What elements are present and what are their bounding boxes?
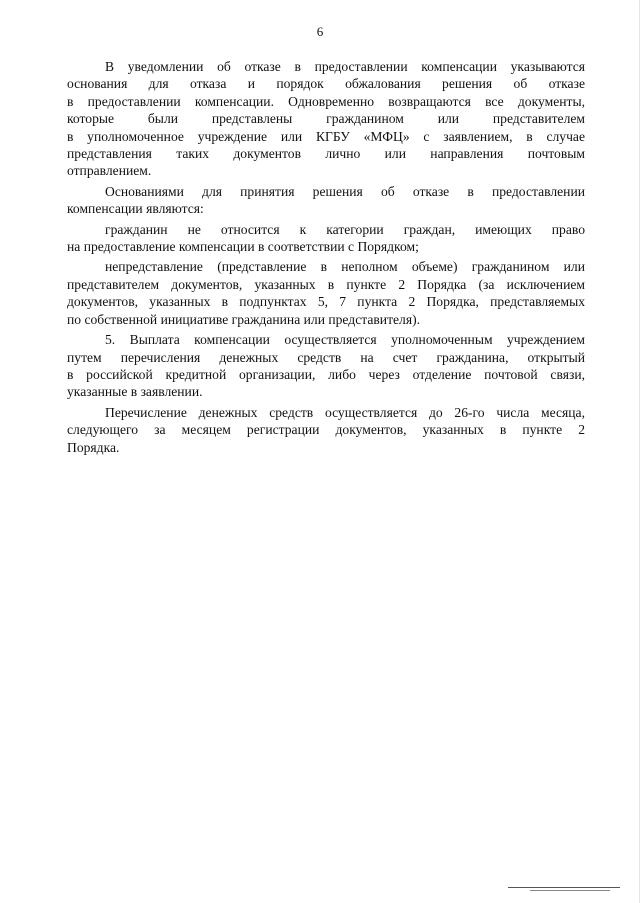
text-line: основания для отказа и порядок обжалования решения об отказе (67, 76, 585, 92)
text-line: указанные в заявлении. (67, 384, 203, 400)
document-body (67, 58, 585, 459)
text-line: в российской кредитной организации, либо через отделение почтовой связи, (67, 366, 585, 382)
paragraph-transfer-deadline (67, 404, 585, 456)
paragraph-payment (67, 331, 585, 401)
paragraph-ground-category (67, 221, 585, 256)
text-line: гражданин не относится к категории граждан, имеющих право (105, 221, 585, 237)
footer-rule-secondary (530, 890, 610, 891)
text-line: Основаниями для принятия решения об отказе в предоставлении (105, 183, 585, 199)
text-line: представителем документов, указанных в пункте 2 Порядка (за исключением (67, 276, 585, 292)
footer-rule (508, 887, 620, 888)
text-line: в предоставлении компенсации. Одновременно возвращаются все документы, (67, 93, 585, 109)
text-line: непредставление (представление в неполном объеме) гражданином или (105, 259, 585, 275)
text-line: компенсации являются: (67, 201, 204, 217)
text-line: документов, указанных в подпунктах 5, 7 пункта 2 Порядка, представляемых (67, 294, 585, 310)
page-number: 6 (316, 24, 324, 39)
text-line: представления таких документов лично или направления почтовым (67, 146, 585, 162)
text-line: Перечисление денежных средств осуществляется до 26-го числа месяца, (105, 404, 585, 420)
text-line: следующего за месяцем регистрации документов, указанных в пункте 2 (67, 422, 585, 438)
text-line: В уведомлении об отказе в предоставлении компенсации указываются (105, 59, 585, 74)
text-line: в уполномоченное учреждение или КГБУ «МФЦ» с заявлением, в случае (67, 128, 585, 144)
text-line: Порядка. (67, 439, 120, 455)
text-line: 5. Выплата компенсации осуществляется уполномоченным учреждением (105, 332, 585, 348)
text-line: по собственной инициативе гражданина или представителя). (67, 311, 421, 327)
paragraph-ground-documents (67, 258, 585, 328)
text-line: которые были представлены гражданином или представителем (67, 111, 585, 127)
text-line: путем перечисления денежных средств на счет гражданина, открытый (67, 349, 585, 365)
text-line: отправлением. (67, 163, 152, 179)
paragraph-refusal-grounds (67, 183, 585, 218)
paragraph-refusal-notice (67, 58, 585, 180)
text-line: на предоставление компенсации в соответствии с Порядком; (67, 239, 419, 255)
